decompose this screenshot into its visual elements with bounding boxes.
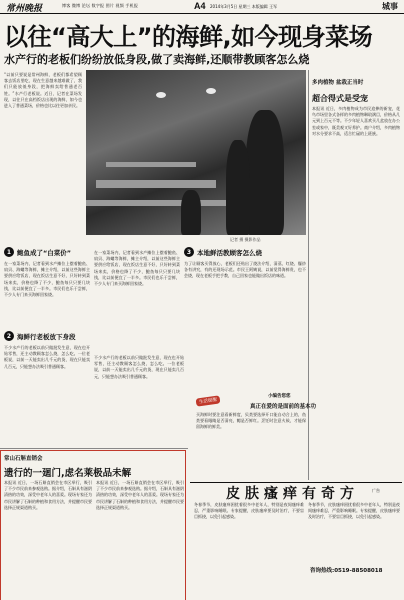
section-number-1: 1 — [4, 247, 14, 257]
highlight-text-a: 本报讯 近日，一场石斛直销会在市区举行，吸引了不少市民前来参观选购。据介绍，石斛具有滋阴清热的功效，深受中老年人的喜爱。现场专家还为市民讲解了石斛的种植和食用方法，并提醒市民要选择正规渠道购买。 — [4, 480, 92, 510]
page-headline: 以往“高大上”的海鲜,如今现身菜场 — [4, 23, 373, 51]
section-title-3: 本地鲜活教顾客怎么烧 — [197, 248, 262, 257]
section-divider — [0, 448, 188, 449]
sidebar-badge: 生活提醒 — [196, 395, 221, 406]
ad-phone: 咨询热线:0519-88508018 — [310, 568, 383, 574]
section-text-1a: 在一家菜场内，记者看到水产摊位上摆着鲍鱼、扇贝、海螺等海鲜，摊主介绍，以前这些海鲜主要供应给饭店，现在饭店生意不好，只好转到菜场来卖，价格也降了不少，鲍鱼每只只要几块钱，比以前便宜了一半多。市民们也乐于尝鲜，不少人专门来买海鲜回家烧。 — [4, 261, 90, 298]
section-name: 城事 — [382, 2, 398, 11]
photo-caption: 记者 摄 摄影作品 — [230, 237, 261, 242]
section-text-2b: 不少水产行的老板以前只做批发生意，现在也开始零售，还主动教顾客怎么烧，怎么吃。一位老板说，以前一天能卖出几千元的货，现在只能卖几百元，只能想办法吸引普通顾客。 — [94, 355, 184, 379]
market-photo — [86, 70, 306, 235]
sidebar-text: 买海鲜时要注意看新鲜度，贝类要选择开口能自动合上的，鱼类要看眼睛是否清亮，鳃是否鲜红。烹饪时注意火候，才能保留海鲜的鲜美。 — [196, 412, 306, 430]
masthead-links: 博客 微博 论坛 数字报 图片 视频 手机报 — [62, 3, 139, 8]
highlight-kicker: 常山石斛直销会 — [4, 456, 43, 462]
highlight-title: 遗行的一廻门,虑名莱极品未解 — [4, 468, 132, 479]
issue-date: 2014年3月5日 星期三 本版编辑 王军 — [210, 4, 278, 9]
ad-text-a: 冬春季节，皮肤瘙痒困扰着很多中老年人，特别是夜间瘙痒难忍，严重影响睡眠。专家提醒，皮肤瘙痒要及时治疗，不要盲目抓挠，以免引起感染。 — [194, 502, 304, 520]
section-heading-3 — [184, 247, 262, 257]
newspaper-logo: 常州晚报 — [6, 4, 43, 14]
page-number: A4 — [194, 1, 206, 11]
section-text-1b: 在一家菜场内，记者看到水产摊位上摆着鲍鱼、扇贝、海螺等海鲜，摊主介绍，以前这些海鲜主要供应给饭店，现在饭店生意不好，只好转到菜场来卖，价格也降了不少，鲍鱼每只只要几块钱，比以前便宜了一半多。市民们也乐于尝鲜，不少人专门来买海鲜回家烧。 — [94, 250, 180, 287]
right-column-kicker: 多肉植物 盆栽正当时 — [312, 80, 364, 86]
section-text-2a: 不少水产行的老板以前只做批发生意，现在也开始零售，还主动教顾客怎么烧，怎么吃。一位老板说，以前一天能卖出几千元的货，现在只能卖几百元，只能想办法吸引普通顾客。 — [4, 345, 90, 369]
right-column-text: 本报讯 近日，多肉植物成为市民追捧的新宠，花鸟市场里各式各样的多肉植物琳琅满目，价格从几元到上百元不等。不少年轻人喜欢买几盆放在办公室或家中，既美观又好养护。商户介绍，多肉植物对水分要求不高，适合忙碌的上班族。 — [312, 106, 400, 136]
sidebar-kicker: 小编告您您 — [268, 394, 291, 399]
section-title-2: 海鲜行老板放下身段 — [17, 332, 76, 341]
masthead — [0, 0, 404, 14]
ad-text-b: 冬春季节，皮肤瘙痒困扰着很多中老年人，特别是夜间瘙痒难忍，严重影响睡眠。专家提醒，皮肤瘙痒要及时治疗，不要盲目抓挠，以免引起感染。 — [308, 502, 400, 520]
ad-title: 皮肤瘙痒有奇方 — [226, 486, 359, 502]
column-rule — [308, 70, 309, 480]
ad-label: 广告 — [372, 488, 380, 493]
section-text-3: 为了让顾客买得放心，老板们还贴出了烧法介绍，清蒸、红烧、爆炒各有讲究，有的还现场示范。市民王阿姨说，以前觉得海鲜贵，也不会烧，现在老板手把手教，自己回家也能做出饭店的味道。 — [184, 261, 306, 279]
page-subhead: 水产行的老板们纷纷放低身段,做了卖海鲜,还顺带教顾客怎么烧 — [4, 53, 310, 66]
highlight-text-b: 本报讯 近日，一场石斛直销会在市区举行，吸引了不少市民前来参观选购。据介绍，石斛具有滋阴清热的功效，深受中老年人的喜爱。现场专家还为市民讲解了石斛的种植和食用方法，并提醒市民要选择正规渠道购买。 — [96, 480, 184, 510]
sidebar-title: 真正在爱的是面前的基本功 — [250, 404, 317, 410]
section-title-1: 鲍鱼成了“白菜价” — [17, 248, 72, 257]
right-column-title: 超合得式是受宠 — [312, 94, 368, 103]
section-number-3: 3 — [184, 247, 194, 257]
section-heading-1 — [4, 247, 71, 257]
section-heading-2 — [4, 331, 76, 341]
section-number-2: 2 — [4, 331, 14, 341]
lead-article-text: “以前只要说是常州海鲜，老板们都希望顾客去饭店里吃，现在生意越来越难做了，我们只能放低身段，把海鲜卖给普通老百姓。”水产行老板说。近日，记者在菜场发现，以往只在高档饭店出现的海鲜，如今也进入了普通菜场，价格也比以往更加亲民。 — [4, 72, 82, 109]
